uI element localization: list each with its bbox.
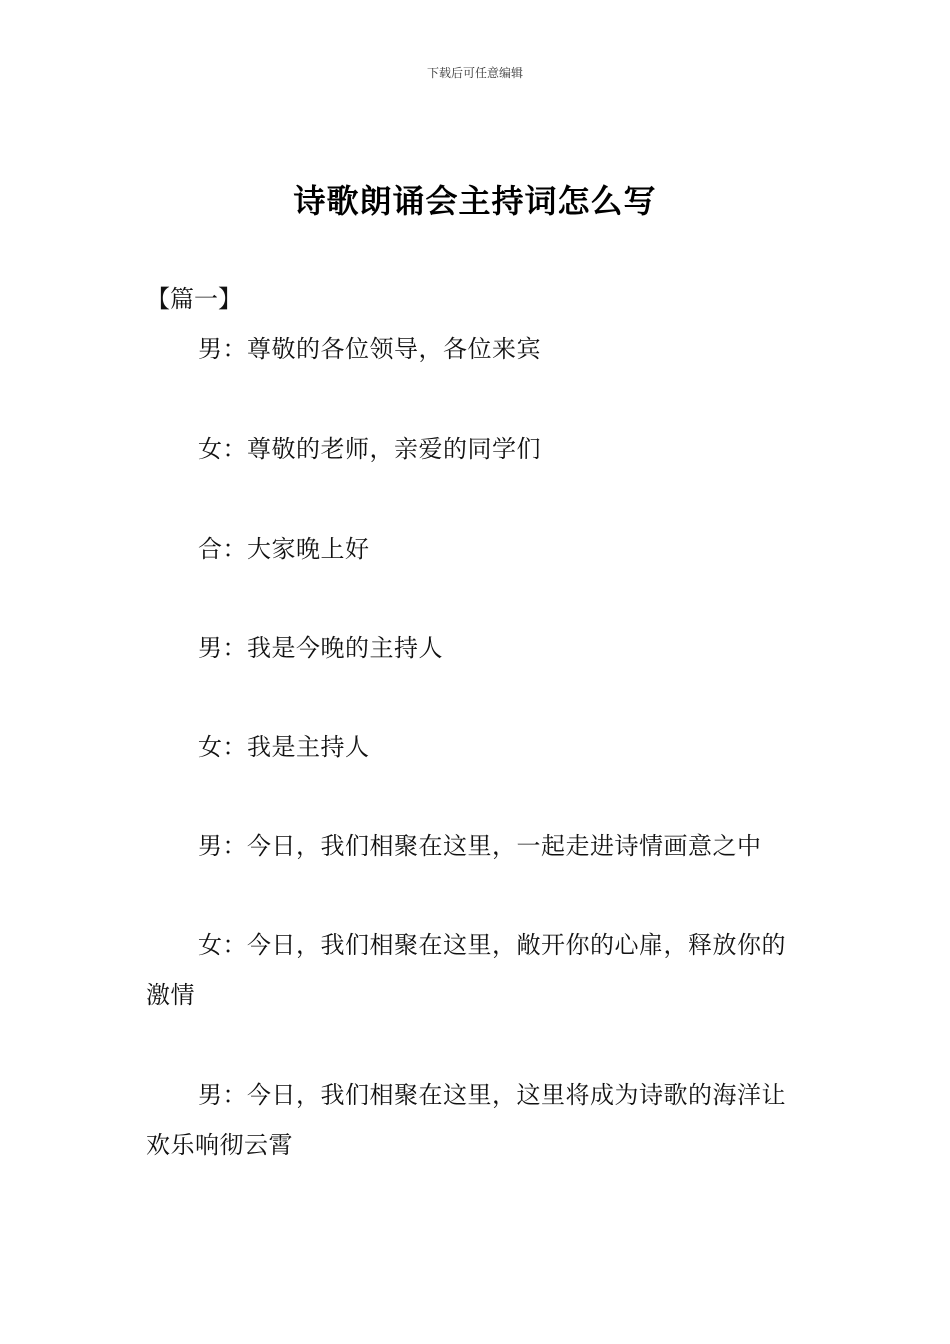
- paragraph-8: 男：今日，我们相聚在这里，这里将成为诗歌的海洋让欢乐响彻云霄: [146, 1081, 786, 1159]
- paragraph-7: 女：今日，我们相聚在这里，敞开你的心扉，释放你的激情: [146, 931, 786, 1009]
- paragraph-4: 男：我是今晚的主持人: [198, 634, 443, 662]
- paragraph-6: 男：今日，我们相聚在这里，一起走进诗情画意之中: [198, 832, 762, 860]
- paragraph-1: 男：尊敬的各位领导，各位来宾: [198, 335, 541, 363]
- section-heading: 【篇一】: [146, 285, 242, 313]
- paragraph-3: 合：大家晚上好: [198, 535, 370, 563]
- paragraph-5: 女：我是主持人: [198, 733, 370, 761]
- header-note: 下载后可任意编辑: [426, 66, 523, 80]
- paragraph-2: 女：尊敬的老师，亲爱的同学们: [198, 435, 541, 463]
- document-title: 诗歌朗诵会主持词怎么写: [293, 182, 657, 220]
